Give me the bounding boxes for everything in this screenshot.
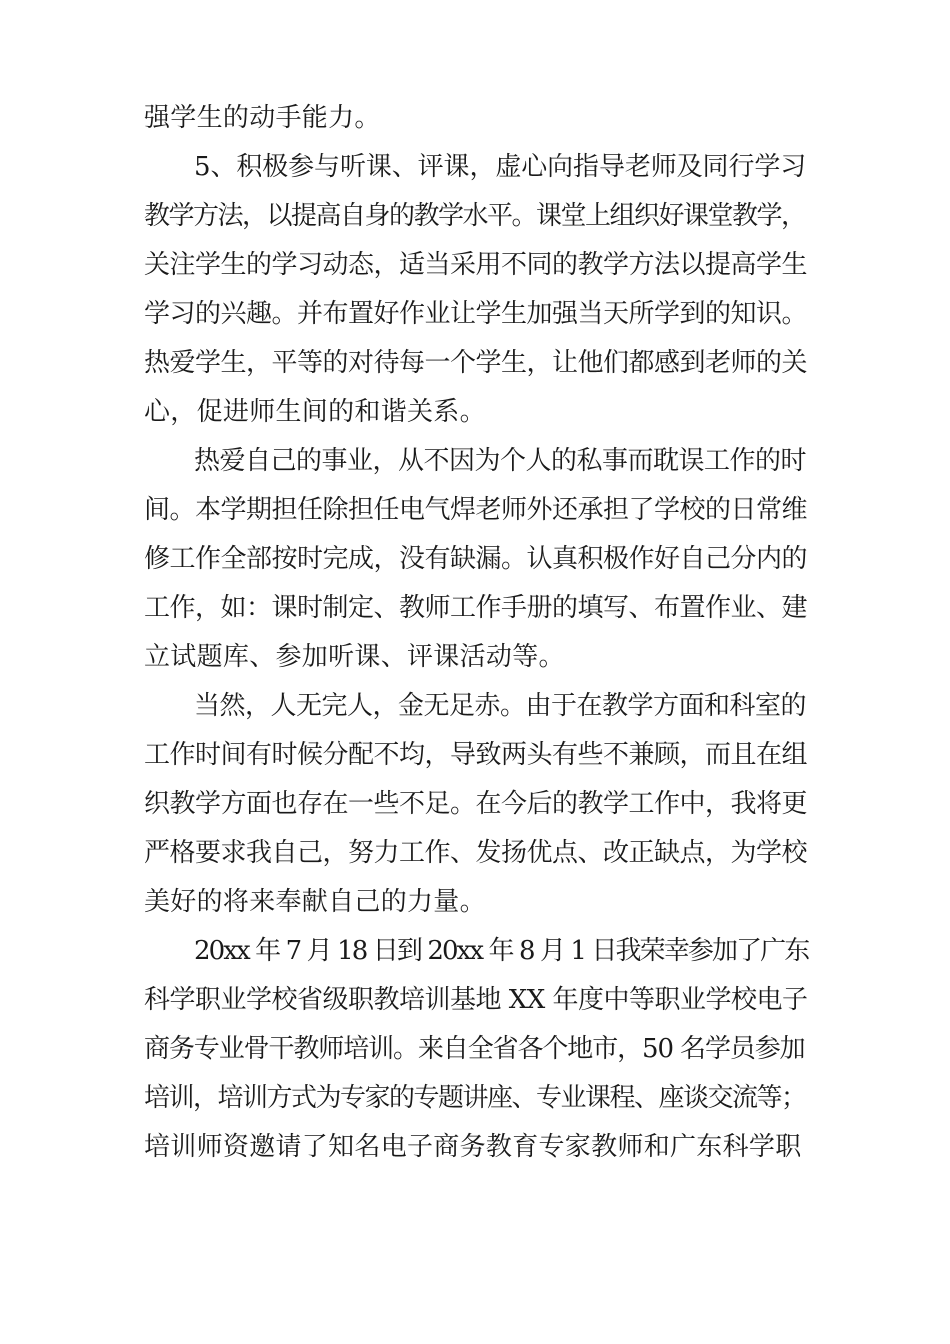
text-line: 教学方法，以提高自身的教学水平。课堂上组织好课堂教学， [144,201,806,231]
text-line: 20xx 年 7 月 18 日到 20xx 年 8 月 1 日我荣幸参加了广东 [194,936,809,966]
text-line: 商务专业骨干教师培训。来自全省各个地市，50 名学员参加 [144,1034,805,1064]
text-line: 强学生的动手能力。 [144,103,381,133]
text-line: 关注学生的学习动态，适当采用不同的教学方法以提高学生 [144,250,808,280]
text-line: 严格要求我自己，努力工作、发扬优点、改正缺点，为学校 [144,838,808,868]
text-line: 美好的将来奉献自己的力量。 [144,887,486,917]
text-line: 修工作全部按时完成，没有缺漏。认真积极作好自己分内的 [144,544,808,574]
text-line: 工作，如：课时制定、教师工作手册的填写、布置作业、建 [144,593,808,623]
text-line: 5、积极参与听课、评课，虚心向指导老师及同行学习 [194,152,807,182]
text-line: 织教学方面也存在一些不足。在今后的教学工作中，我将更 [144,789,808,819]
text-line: 工作时间有时候分配不均，导致两头有些不兼顾，而且在组 [144,740,808,770]
text-line: 当然，人无完人，金无足赤。由于在教学方面和科室的 [194,691,807,721]
text-line: 心，促进师生间的和谐关系。 [144,397,486,427]
text-line: 间。本学期担任除担任电气焊老师外还承担了学校的日常维 [144,495,808,525]
text-line: 科学职业学校省级职教培训基地 XX 年度中等职业学校电子 [144,985,808,1015]
document-body [144,94,808,1172]
text-line: 学习的兴趣。并布置好作业让学生加强当天所学到的知识。 [144,299,808,329]
text-line: 热爱学生，平等的对待每一个学生，让他们都感到老师的关 [144,348,808,378]
text-line: 热爱自己的事业，从不因为个人的私事而耽误工作的时 [194,446,807,476]
text-line: 培训，培训方式为专家的专题讲座、专业课程、座谈交流等； [144,1083,806,1113]
text-line: 培训师资邀请了知名电子商务教育专家教师和广东科学职 [144,1132,802,1162]
text-line: 立试题库、参加听课、评课活动等。 [144,642,565,672]
